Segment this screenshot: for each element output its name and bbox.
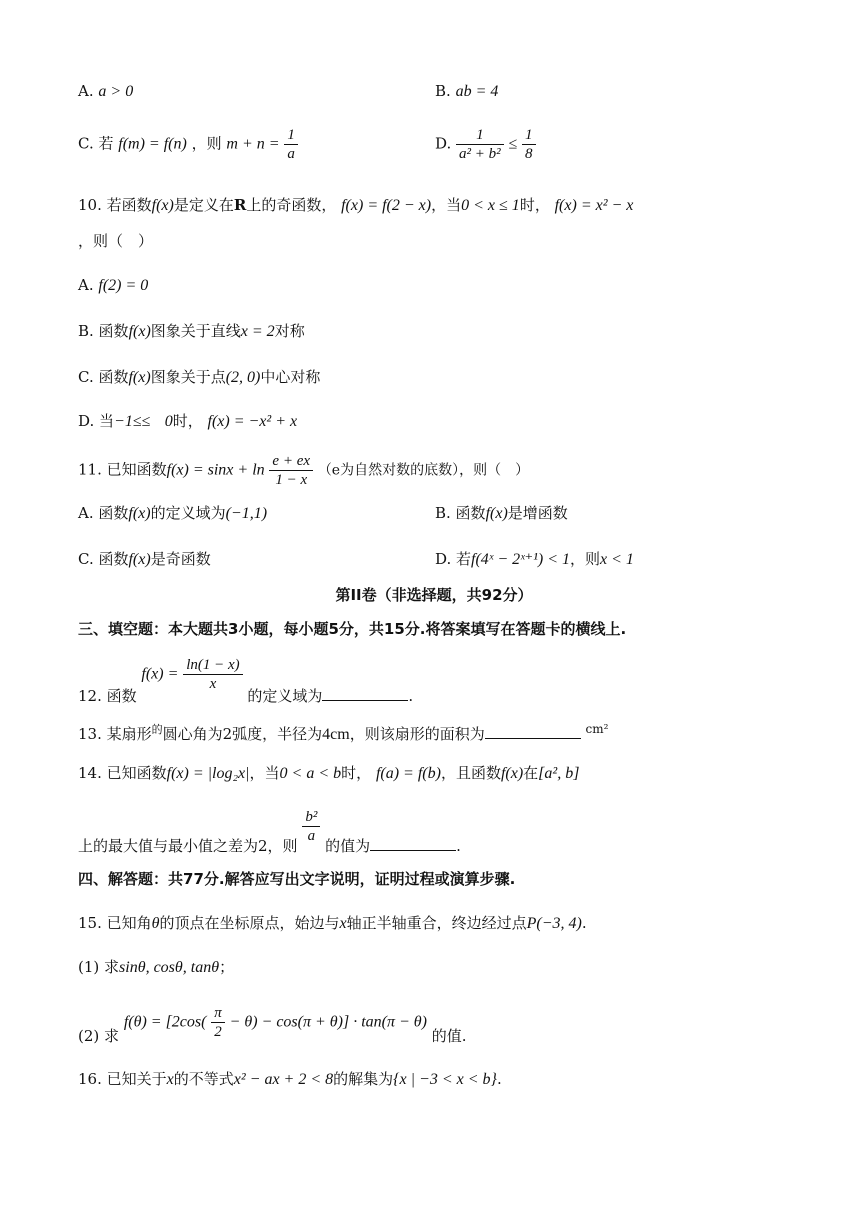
text: D. 当 — [78, 412, 115, 430]
q16 — [78, 1070, 502, 1089]
q10-option-b — [78, 322, 305, 341]
option-label: A. — [78, 276, 94, 294]
text: ，且函数 — [440, 764, 501, 782]
math-expr: P(−3, 4) — [526, 915, 582, 932]
part-title: 第II卷（非选择题，共92分） — [335, 586, 533, 604]
q9-option-a — [78, 82, 133, 101]
q10-option-c — [78, 368, 320, 387]
fraction — [522, 126, 536, 163]
text: ，则该扇形的面积为 — [349, 725, 485, 743]
question-number: 11. 已知函数 — [78, 460, 167, 479]
math-expr: f(x) — [128, 323, 151, 340]
numerator: 1 — [284, 126, 298, 145]
option-label: D. — [435, 134, 452, 153]
math-expr: f(4ˣ − 2ˣ⁺¹) < 1 — [471, 551, 570, 568]
numerator: π — [211, 1004, 225, 1023]
math-expr: f(m) = f(n) — [118, 135, 187, 153]
text: 的值为 — [325, 836, 371, 855]
numerator: 1 — [522, 126, 536, 145]
text: ，当 — [249, 764, 280, 782]
math-expr: f(2) = 0 — [98, 277, 149, 294]
math-expr: f(x) = |log₂x| — [166, 765, 250, 782]
fraction — [211, 1004, 225, 1041]
text: A. 函数 — [78, 504, 129, 522]
q10-option-a — [78, 276, 148, 295]
text: . — [408, 686, 414, 705]
text: . — [581, 914, 587, 932]
text: 的顶点在坐标原点，始边与 — [159, 914, 340, 932]
text: 时， — [519, 196, 550, 214]
numerator: e + ex — [269, 452, 313, 471]
q9-option-c — [78, 126, 298, 163]
q9-option-d — [435, 126, 536, 163]
denominator: x — [209, 676, 217, 692]
math-expr: f(x) — [151, 197, 174, 214]
q11-option-d — [435, 550, 634, 569]
fraction — [302, 808, 320, 845]
math-expr: f(θ) = [2cos( — [123, 1013, 207, 1031]
section-title: 三、填空题：本大题共3小题，每小题5分，共15分.将答案填写在答题卡的横线上. — [78, 620, 627, 638]
q11-option-c — [78, 550, 211, 569]
denominator: 8 — [525, 146, 533, 162]
denominator: a² + b² — [459, 146, 501, 162]
math-expr: f(x) — [485, 505, 508, 522]
math-expr: θ — [151, 915, 160, 932]
denominator: a — [307, 828, 316, 844]
q11-option-a — [78, 504, 267, 523]
text: B. 函数 — [78, 322, 129, 340]
math-expr: f(x) = x² − x — [554, 197, 634, 214]
text: 在 — [523, 764, 539, 782]
text: ，则 — [191, 134, 222, 153]
math-expr: a > 0 — [98, 83, 134, 100]
math-expr: x < 1 — [600, 551, 634, 568]
text: 的定义域为 — [150, 504, 226, 522]
unit: cm² — [585, 722, 609, 736]
math-expr: f(x) — [128, 551, 151, 568]
section-title: 四、解答题：共77分.解答应写出文字说明，证明过程或演算步骤. — [78, 870, 516, 888]
q14-stem — [78, 764, 579, 783]
fraction — [269, 452, 313, 489]
question-number: 14. 已知函数 — [78, 764, 167, 782]
text: 圆心角为2弧度，半径为 — [162, 725, 323, 743]
math-expr: ab = 4 — [455, 83, 499, 100]
q13 — [78, 722, 608, 744]
text: D. 若 — [435, 550, 472, 568]
q15-part1 — [78, 958, 234, 977]
sub-question-label: (2) 求 — [78, 1026, 120, 1045]
math-expr: f(x) — [128, 505, 151, 522]
text: 时， — [172, 412, 203, 430]
math-expr: x — [339, 915, 347, 932]
denominator: a — [287, 146, 295, 162]
math-expr: f(a) = f(b) — [375, 765, 441, 782]
text: 时， — [341, 764, 372, 782]
text: 轴正半轴重合，终边经过点 — [346, 914, 527, 932]
text: 上的最大值与最小值之差为2，则 — [78, 836, 298, 855]
math-expr: 0 < a < b — [279, 765, 342, 782]
math-expr: f(x) — [128, 369, 151, 386]
fraction — [284, 126, 298, 163]
math-expr: x = 2 — [240, 323, 275, 340]
text: 图象关于点 — [150, 368, 226, 386]
math-expr: − θ) − cos(π + θ)] · tan(π − θ) — [229, 1013, 427, 1031]
text: 中心对称 — [260, 368, 321, 386]
text: 的定义域为 — [247, 686, 323, 705]
q9-option-b — [435, 82, 498, 101]
question-number: 12. 函数 — [78, 686, 137, 705]
math-expr: −1≤≤ — [114, 413, 151, 430]
math-expr: f(x) — [500, 765, 524, 782]
text: 的值. — [431, 1026, 467, 1045]
option-label: B. — [435, 82, 451, 100]
question-number: 15. 已知角 — [78, 914, 152, 932]
text: 上的奇函数， — [246, 196, 337, 214]
sub-question-label: (1) 求 — [78, 958, 120, 976]
text: 的不等式 — [173, 1070, 234, 1088]
text: C. 函数 — [78, 368, 129, 386]
fraction — [183, 656, 242, 693]
math-expr: x² − ax + 2 < 8 — [233, 1071, 334, 1088]
q15-part2 — [78, 1004, 467, 1045]
q11-option-b — [435, 504, 568, 523]
math-expr: (2, 0) — [225, 369, 261, 386]
text: 是定义在 — [173, 196, 234, 214]
fraction — [456, 126, 504, 163]
math-expr: m + n = — [226, 135, 280, 153]
text: . — [456, 836, 461, 855]
q10-stem — [78, 196, 633, 215]
option-label: A. — [78, 82, 94, 100]
text: 的 — [151, 723, 163, 736]
q10-stem-cont — [78, 232, 153, 250]
math-expr: 0 — [164, 413, 173, 430]
math-expr: (−1,1) — [225, 505, 268, 522]
math-expr: f(x) = — [141, 665, 179, 683]
denominator: 2 — [214, 1024, 222, 1040]
q15-stem — [78, 914, 587, 933]
math-expr: f(x) = sinx + ln — [166, 461, 265, 479]
math-expr: 0 < x ≤ 1 — [461, 197, 520, 214]
text: ，则 — [570, 550, 601, 568]
answer-blank[interactable] — [485, 738, 581, 739]
text: . — [496, 1070, 502, 1088]
q10-option-d — [78, 412, 297, 431]
text: 对称 — [274, 322, 305, 340]
text: B. 函数 — [435, 504, 486, 522]
numerator: 1 — [456, 126, 504, 145]
q12 — [78, 656, 414, 705]
text: 图象关于直线 — [150, 322, 241, 340]
text: C. 函数 — [78, 550, 129, 568]
math-expr: sinθ, cosθ, tanθ — [119, 959, 220, 976]
option-label: C. 若 — [78, 134, 114, 153]
question-number: 16. 已知关于 — [78, 1070, 167, 1088]
math-expr: ≤ — [508, 135, 518, 153]
math-expr: f(x) = −x² + x — [207, 413, 298, 430]
q14-cont — [78, 808, 461, 855]
text: R — [233, 196, 247, 214]
text: （e为自然对数的底数），则（ ） — [317, 462, 530, 479]
q11-stem — [78, 452, 529, 489]
text: ； — [219, 958, 235, 976]
text: ，则（ ） — [78, 232, 154, 250]
text: 13. 某扇形 — [78, 725, 152, 743]
math-expr: 4cm — [322, 726, 350, 743]
text: 的解集为 — [333, 1070, 394, 1088]
text: ，当 — [431, 196, 462, 214]
text: 是奇函数 — [150, 550, 211, 568]
question-number: 10. 若函数 — [78, 196, 152, 214]
math-expr: x — [166, 1071, 174, 1088]
numerator: b² — [302, 808, 320, 827]
answer-blank[interactable] — [370, 850, 456, 851]
numerator: ln(1 − x) — [183, 656, 242, 675]
math-expr: {x | −3 < x < b} — [393, 1071, 497, 1088]
denominator: 1 − x — [275, 472, 308, 488]
text: 是增函数 — [507, 504, 568, 522]
math-expr: f(x) = f(2 − x) — [341, 197, 432, 214]
answer-blank[interactable] — [322, 700, 408, 701]
math-expr: [a², b] — [538, 765, 580, 782]
